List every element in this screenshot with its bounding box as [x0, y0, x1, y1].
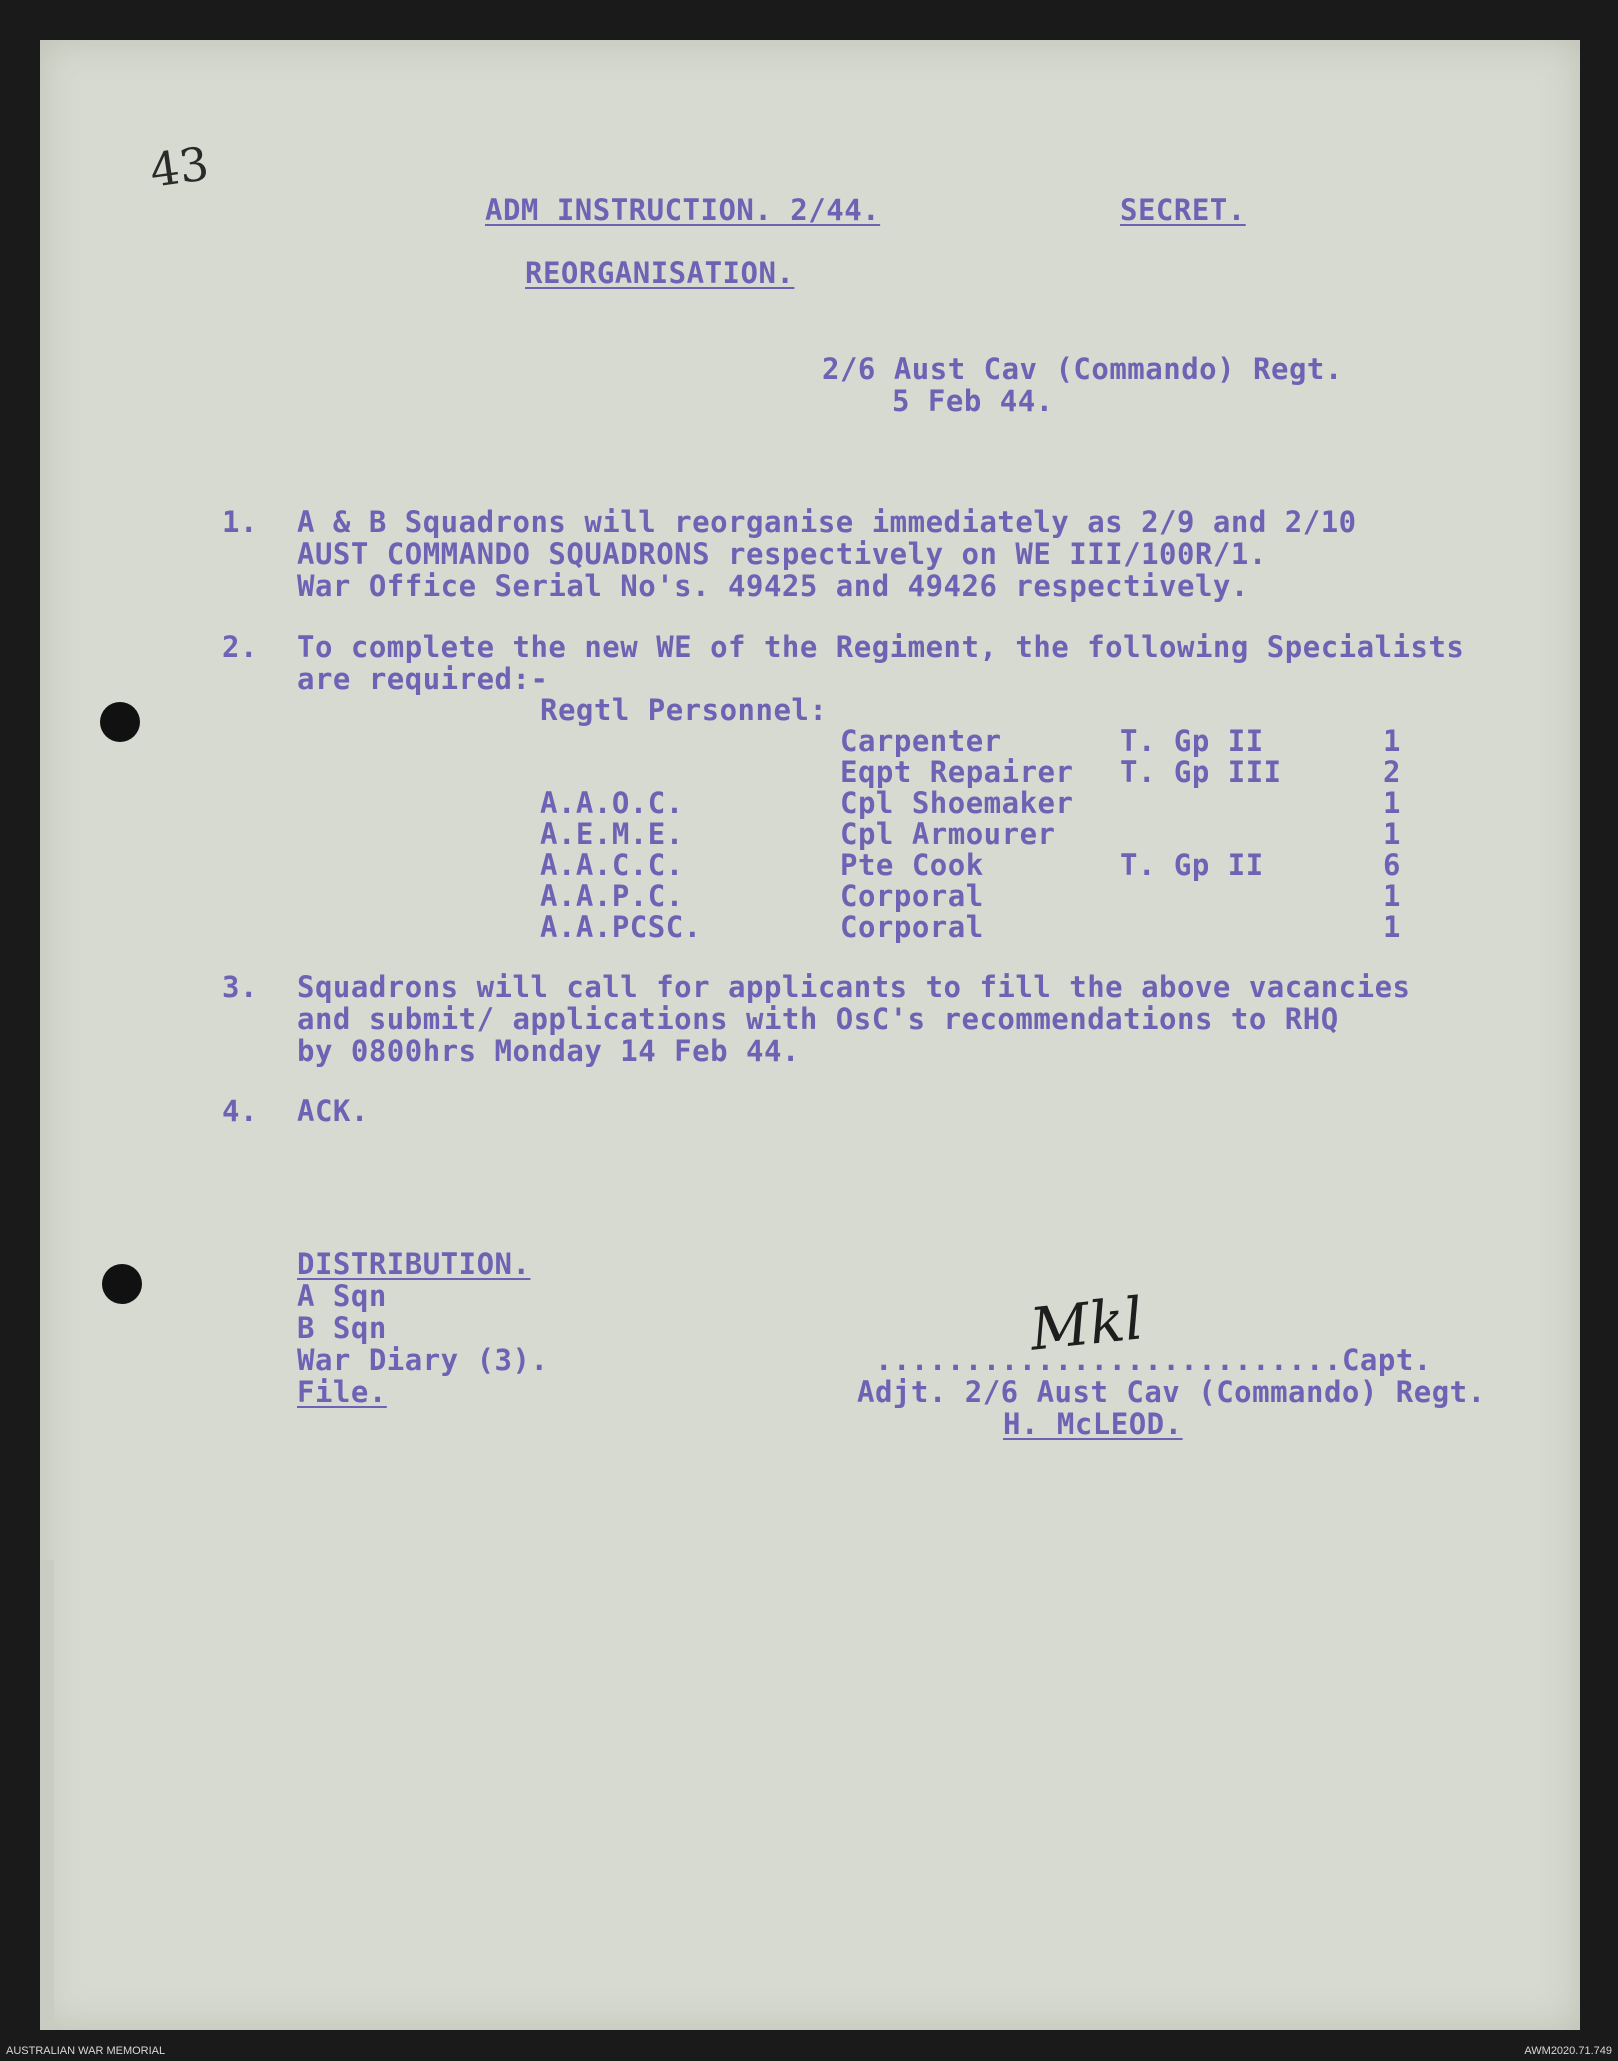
paper-torn-edge [40, 1560, 54, 2030]
document-date: 5 Feb 44. [892, 384, 1054, 418]
group-cell: T. Gp II [1120, 848, 1264, 882]
qty-cell: 1 [1383, 786, 1401, 820]
role-cell: Eqpt Repairer [840, 755, 1074, 789]
signature-line: ..........................Capt. [875, 1343, 1432, 1377]
handwritten-signature: Mkl [1026, 1284, 1147, 1364]
paragraph-line: are required:- [297, 662, 549, 696]
paragraph-line: by 0800hrs Monday 14 Feb 44. [297, 1034, 800, 1068]
distribution-item: File. [297, 1375, 387, 1409]
role-cell: Corporal [840, 879, 984, 913]
unit-name: 2/6 Aust Cav (Commando) Regt. [822, 352, 1343, 386]
role-cell: Cpl Armourer [840, 817, 1056, 851]
handwritten-page-number: 43 [146, 136, 213, 198]
paragraph-line: Squadrons will call for applicants to fill the above vacancies [297, 970, 1411, 1004]
corps-cell: A.A.PCSC. [540, 910, 702, 944]
corps-cell: A.A.P.C. [540, 879, 684, 913]
signatory-appointment: Adjt. 2/6 Aust Cav (Commando) Regt. [857, 1375, 1486, 1409]
footer-source: AUSTRALIAN WAR MEMORIAL [6, 2045, 166, 2057]
qty-cell: 1 [1383, 817, 1401, 851]
qty-cell: 6 [1383, 848, 1401, 882]
distribution-item: A Sqn [297, 1279, 387, 1313]
personnel-heading: Regtl Personnel: [540, 693, 828, 727]
group-cell: T. Gp III [1120, 755, 1282, 789]
distribution-item: B Sqn [297, 1311, 387, 1345]
qty-cell: 1 [1383, 724, 1401, 758]
corps-cell: A.A.C.C. [540, 848, 684, 882]
corps-cell: A.E.M.E. [540, 817, 684, 851]
group-cell: T. Gp II [1120, 724, 1264, 758]
paragraph-number: 2. [222, 630, 258, 664]
corps-cell: A.A.O.C. [540, 786, 684, 820]
instruction-title: ADM INSTRUCTION. 2/44. [485, 193, 881, 227]
paragraph-number: 3. [222, 970, 258, 1004]
signatory-name: H. McLEOD. [1003, 1407, 1183, 1441]
punch-hole [100, 702, 140, 742]
paragraph-number: 4. [222, 1094, 258, 1128]
subject-heading: REORGANISATION. [525, 256, 795, 290]
paragraph-line: and submit/ applications with OsC's recommendations to RHQ [297, 1002, 1339, 1036]
paragraph-line: AUST COMMANDO SQUADRONS respectively on WE III/100R/1. [297, 537, 1267, 571]
qty-cell: 1 [1383, 910, 1401, 944]
paragraph-line: War Office Serial No's. 49425 and 49426 respectively. [297, 569, 1249, 603]
qty-cell: 1 [1383, 879, 1401, 913]
role-cell: Pte Cook [840, 848, 984, 882]
paragraph-line: A & B Squadrons will reorganise immediately as 2/9 and 2/10 [297, 505, 1357, 539]
distribution-heading: DISTRIBUTION. [297, 1247, 531, 1281]
role-cell: Cpl Shoemaker [840, 786, 1074, 820]
role-cell: Carpenter [840, 724, 1002, 758]
distribution-item: War Diary (3). [297, 1343, 549, 1377]
paragraph-line: To complete the new WE of the Regiment, the following Specialists [297, 630, 1465, 664]
paragraph-number: 1. [222, 505, 258, 539]
role-cell: Corporal [840, 910, 984, 944]
punch-hole [102, 1264, 142, 1304]
classification: SECRET. [1120, 193, 1246, 227]
paragraph-line: ACK. [297, 1094, 369, 1128]
qty-cell: 2 [1383, 755, 1401, 789]
footer-reference: AWM2020.71.749 [1524, 2045, 1612, 2057]
